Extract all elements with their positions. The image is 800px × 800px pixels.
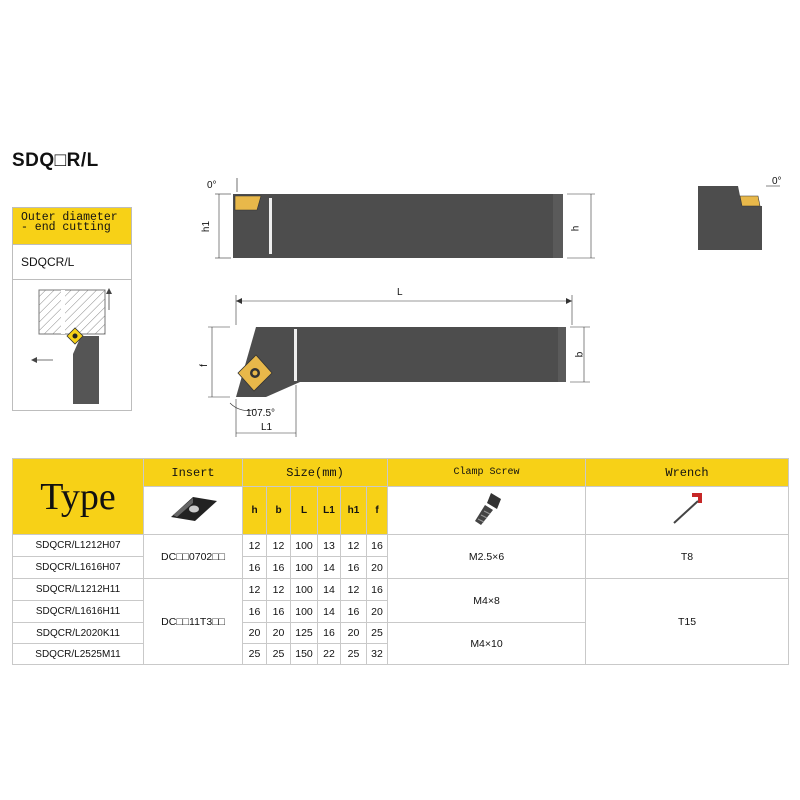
insert-cell: DC□□0702□□ — [144, 535, 243, 579]
spec-table — [12, 458, 789, 665]
b-cell: 12 — [267, 535, 291, 557]
insert-image-cell — [144, 487, 243, 535]
L-cell: 100 — [291, 579, 318, 601]
b-cell: 20 — [267, 623, 291, 644]
L-cell: 125 — [291, 623, 318, 644]
type-cell: SDQCR/L2525M11 — [13, 644, 144, 665]
operation-diagram — [13, 280, 131, 410]
L1-cell: 13 — [318, 535, 341, 557]
f-cell: 20 — [367, 601, 388, 623]
screw-cell: M4×10 — [388, 623, 586, 665]
col-h1: h1 — [341, 487, 367, 535]
type-cell: SDQCR/L2020K11 — [13, 623, 144, 644]
wrench-cell: T8 — [586, 535, 789, 579]
page-title: SDQ□R/L — [12, 150, 99, 171]
L-cell: 100 — [291, 535, 318, 557]
b-cell: 16 — [267, 601, 291, 623]
f-cell: 32 — [367, 644, 388, 665]
b-cell: 12 — [267, 579, 291, 601]
screw-image-cell — [388, 487, 586, 535]
table-row — [13, 579, 789, 601]
h1-cell: 16 — [341, 557, 367, 579]
legend-panel — [12, 207, 132, 411]
screw-cell: M4×8 — [388, 579, 586, 623]
screw-icon — [467, 489, 507, 529]
angle-top-label: 0° — [207, 180, 217, 191]
h-label: h — [570, 225, 582, 232]
L1-cell: 22 — [318, 644, 341, 665]
h1-cell: 12 — [341, 579, 367, 601]
angle-right-label: 0° — [772, 176, 782, 187]
b-label: b — [574, 351, 586, 358]
type-header: Type — [13, 459, 144, 535]
h-cell: 16 — [243, 557, 267, 579]
h-cell: 12 — [243, 535, 267, 557]
h-cell: 20 — [243, 623, 267, 644]
type-cell: SDQCR/L1616H07 — [13, 557, 144, 579]
holder-side-view — [200, 285, 600, 445]
col-L: L — [291, 487, 318, 535]
angle-label: 107.5° — [246, 408, 276, 419]
f-cell: 20 — [367, 557, 388, 579]
L-label: L — [397, 287, 403, 298]
h1-cell: 20 — [341, 623, 367, 644]
f-cell: 16 — [367, 535, 388, 557]
L1-cell: 14 — [318, 557, 341, 579]
L1-cell: 16 — [318, 623, 341, 644]
L1-cell: 14 — [318, 579, 341, 601]
col-h: h — [243, 487, 267, 535]
type-cell: SDQCR/L1212H11 — [13, 579, 144, 601]
col-L1: L1 — [318, 487, 341, 535]
L-cell: 150 — [291, 644, 318, 665]
wrench-header: Wrench — [586, 459, 789, 487]
L-cell: 100 — [291, 557, 318, 579]
b-cell: 16 — [267, 557, 291, 579]
type-cell: SDQCR/L1212H07 — [13, 535, 144, 557]
f-cell: 25 — [367, 623, 388, 644]
h1-cell: 25 — [341, 644, 367, 665]
col-f: f — [367, 487, 388, 535]
wrench-cell: T15 — [586, 579, 789, 665]
f-label: f — [198, 364, 210, 367]
type-cell: SDQCR/L1616H11 — [13, 601, 144, 623]
clamp-screw-header: Clamp Screw — [388, 459, 586, 487]
legend-description — [13, 208, 131, 244]
wrench-image-cell — [586, 487, 789, 535]
h-cell: 25 — [243, 644, 267, 665]
L1-cell: 14 — [318, 601, 341, 623]
insert-header: Insert — [144, 459, 243, 487]
table-row — [13, 535, 789, 557]
insert-cell: DC□□11T3□□ — [144, 579, 243, 665]
screw-cell: M2.5×6 — [388, 535, 586, 579]
h-cell: 16 — [243, 601, 267, 623]
b-cell: 25 — [267, 644, 291, 665]
col-b: b — [267, 487, 291, 535]
L-cell: 100 — [291, 601, 318, 623]
h-cell: 12 — [243, 579, 267, 601]
f-cell: 16 — [367, 579, 388, 601]
h1-cell: 12 — [341, 535, 367, 557]
wrench-icon — [662, 489, 712, 529]
legend-code: SDQCR/L — [13, 244, 131, 280]
legend-line-1: Outer diameter — [21, 211, 118, 224]
insert-icon — [163, 491, 223, 527]
size-header: Size(mm) — [243, 459, 388, 487]
h1-cell: 16 — [341, 601, 367, 623]
L1-label: L1 — [261, 422, 273, 433]
holder-end-view — [690, 178, 790, 258]
h1-label: h1 — [201, 220, 213, 233]
holder-top-view — [195, 168, 615, 268]
legend-line-2: - end cutting — [21, 221, 111, 234]
